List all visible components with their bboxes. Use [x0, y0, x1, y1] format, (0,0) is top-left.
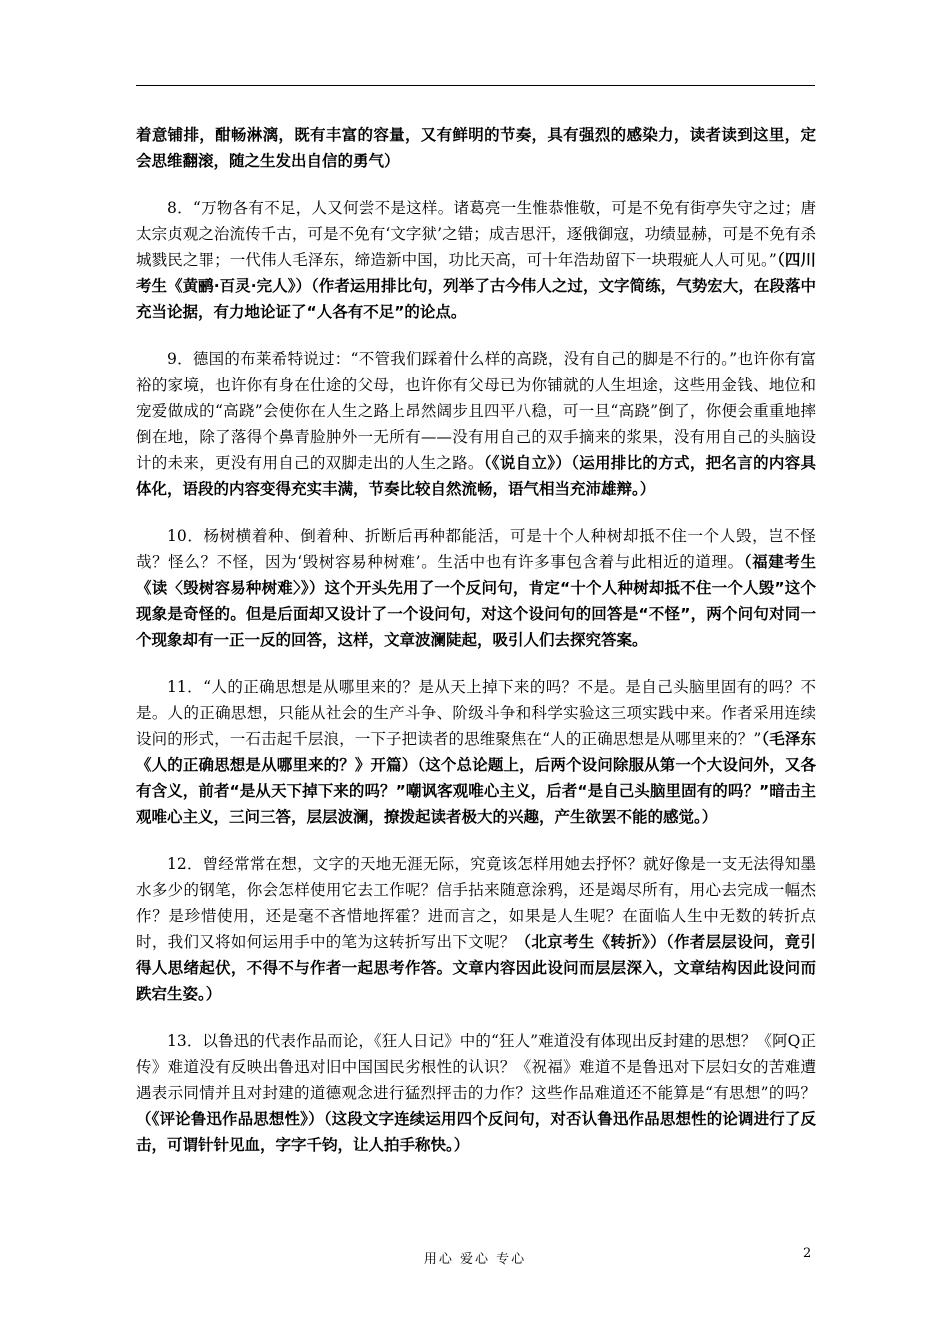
paragraph-text: 10．杨树横着种、倒着种、折断后再种都能活，可是十个人种树却抵不住一个人毁，岂不怪哉？怪么？不怪，因为‘毁树容易种树难’。生活中也有许多事包含着与此相近的道理。 [136, 527, 816, 571]
paragraph-13 [136, 1028, 816, 1158]
paragraph-commentary: （四川考生《黄鹂·百灵·完人》）（作者运用排比句，列举了古今伟人之过，文字简练，气势宏大，在段落中充当论据，有力地论证了“人各有不足”的论点。 [136, 251, 816, 321]
paragraph-text: 11．“人的正确思想是从哪里来的？是从天上掉下来的吗？不是。是自己头脑里固有的吗？不是。人的正确思想，只能从社会的生产斗争、阶级斗争和科学实验这三项实践中来。作者采用连续设问的形式，一石击起千层浪，一下子把读者的思维聚焦在“人的正确思想是从哪里来的？” [136, 678, 816, 748]
paragraph-text: 8．“万物各有不足，人又何尝不是这样。诸葛亮一生惟恭惟敬，可是不免有街亭失守之过；唐太宗贞观之治流传千古，可是不免有‘文字狱’之错；成吉思汗，逐俄御寇，功绩显赫，可是不免有杀城戮民之罪；一代伟人毛泽东，缔造新中国，功比天高，可十年浩劫留下一块瑕疵人人可见。” [136, 199, 816, 269]
document-body [136, 122, 816, 1179]
paragraph-12 [136, 851, 816, 1007]
paragraph-commentary: （福建考生《读〈毁树容易种树难〉》）这个开头先用了一个反问句，肯定“十个人种树却抵不住一个人毁”这个现象是奇怪的。但是后面却又设计了一个设问句，对这个设问句的回答是“不怪”，两个问句对同一个现象却有一正一反的回答，这样，文章波澜陡起，吸引人们去探究答案。 [136, 553, 816, 649]
paragraph-commentary: （毛泽东《人的正确思想是从哪里来的？》开篇）（这个总论题上，后两个设问除服从第一个大设问外，又各有含义，前者“是从天下掉下来的吗？”嘲讽客观唯心主义，后者“是自己头脑里固有的吗？”暗击主观唯心主义，三问三答，层层波澜，撩拨起读者极大的兴趣，产生欲罢不能的感觉。） [136, 730, 816, 826]
page-number: 2 [803, 1246, 812, 1261]
paragraph-text: 12．曾经常常在想，文字的天地无涯无际，究竟该怎样用她去抒怀？就好像是一支无法得知墨水多少的钢笔，你会怎样使用它去工作呢？信手拈来随意涂鸦，还是竭尽所有，用心去完成一幅杰作？是珍惜使用，还是毫不吝惜地挥霍？进而言之，如果是人生呢？在面临人生中无数的转折点时，我们又将如何运用手中的笔为这转折写出下文呢？ [136, 855, 816, 951]
paragraph-9 [136, 346, 816, 502]
paragraph-commentary: （《评论鲁迅作品思想性》）（这段文字连续运用四个反问句，对否认鲁迅作品思想性的论调进行了反击，可谓针针见血，字字千钧，让人拍手称快。） [136, 1110, 816, 1154]
paragraph-commentary: 着意铺排，酣畅淋漓，既有丰富的容量，又有鲜明的节奏，具有强烈的感染力，读者读到这里，定会思维翻滚，随之生发出自信的勇气） [136, 126, 816, 170]
paragraph-8 [136, 195, 816, 325]
header-rule [136, 85, 815, 86]
paragraph-text: 9．德国的布莱希特说过：“不管我们踩着什么样的高跷，没有自己的脚是不行的。”也许你有富裕的家境，也许你有身在仕途的父母，也许你有父母已为你铺就的人生坦途，这些用金钱、地位和宠爱做成的“高跷”会使你在人生之路上昂然阔步且四平八稳，可一旦“高跷”倒了，你便会重重地摔倒在地，除了落得个鼻青脸肿外一无所有——没有用自己的双手摘来的浆果，没有用自己的头脑设计的未来，更没有用自己的双脚走出的人生之路。 [136, 350, 816, 472]
paragraph-commentary: （《说自立》）（运用排比的方式，把名言的内容具体化，语段的内容变得充实丰满，节奏比较自然流畅，语气相当充沛雄辩。） [136, 454, 816, 498]
paragraph-11 [136, 674, 816, 830]
paragraph-continuation [136, 122, 816, 174]
paragraph-text: 13．以鲁迅的代表作品而论，《狂人日记》中的“狂人”难道没有体现出反封建的思想？《阿Q正传》难道没有反映出鲁迅对旧中国国民劣根性的认识？《祝福》难道不是鲁迅对下层妇女的苦难遭遇表示同情并且对封建的道德观念进行猛烈抨击的力作？这些作品难道还不能算是“有思想”的吗？ [136, 1032, 816, 1102]
paragraph-10 [136, 523, 816, 653]
paragraph-commentary: （北京考生《转折》）（作者层层设问，竟引得人思绪起伏，不得不与作者一起思考作答。文章内容因此设问而层层深入，文章结构因此设问而跌宕生姿。） [136, 933, 816, 1003]
page-footer: 用心 爱心 专心 [423, 1252, 527, 1267]
